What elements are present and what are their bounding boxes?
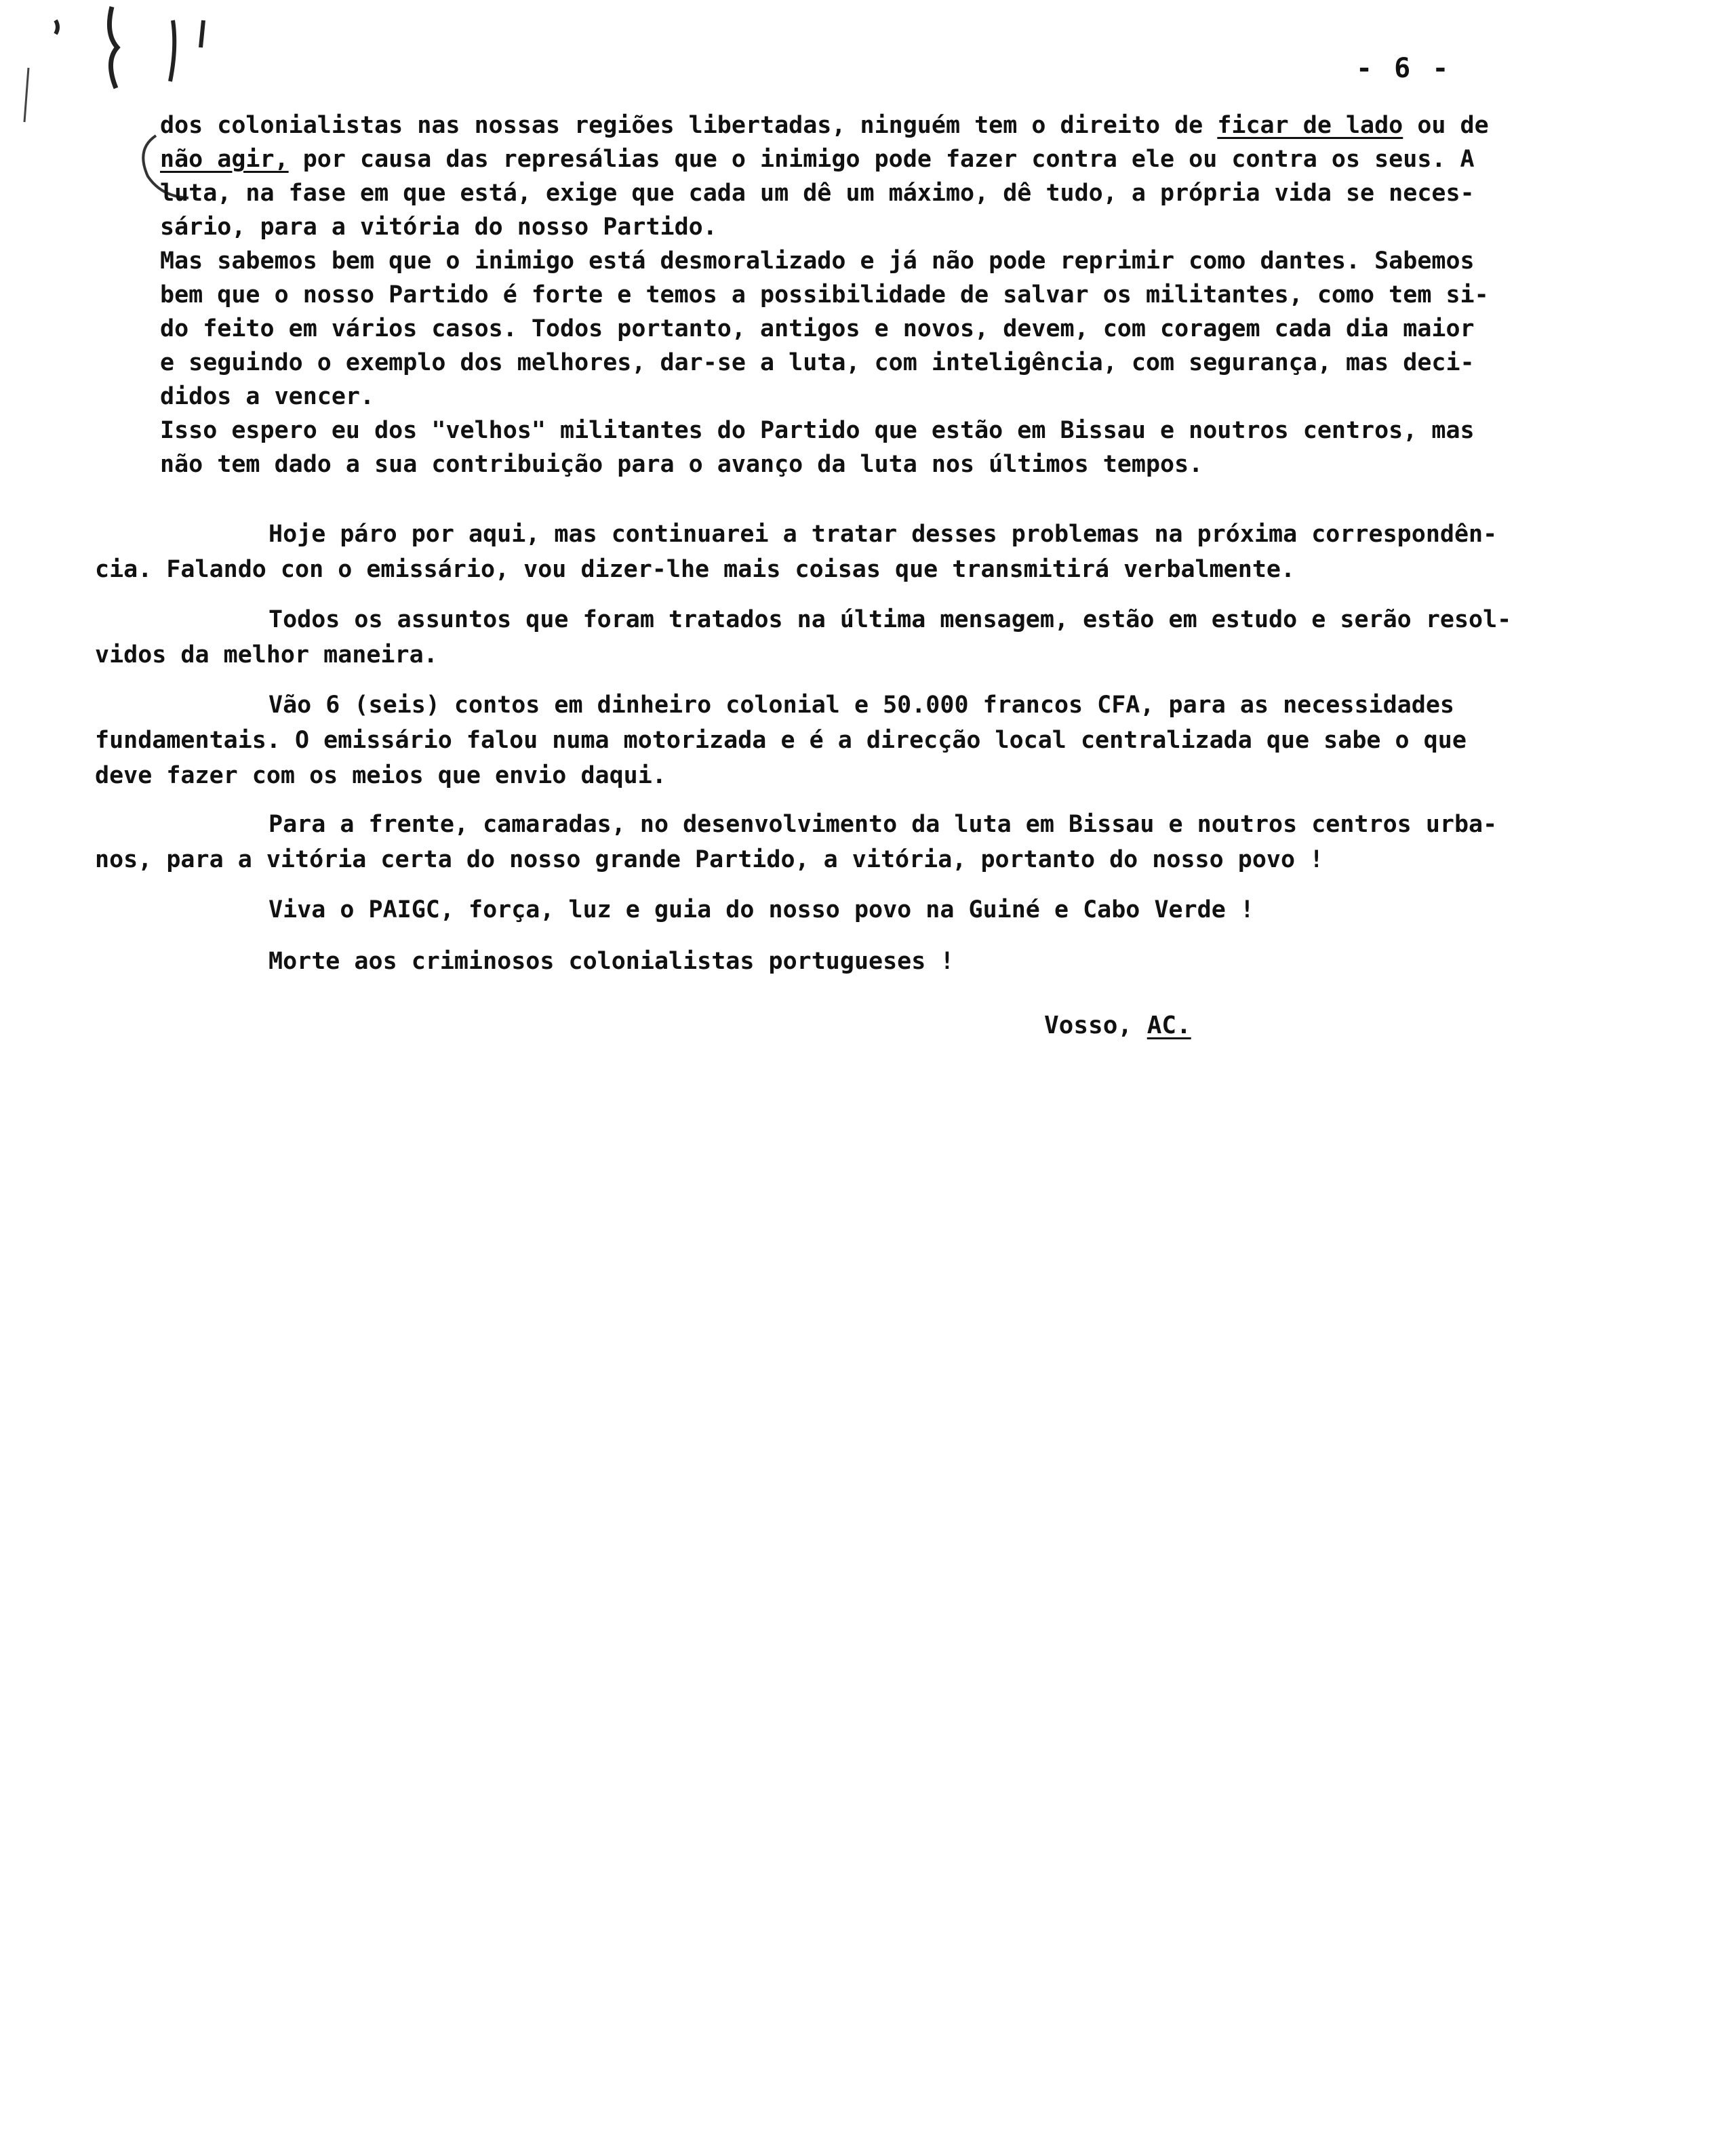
slogans <box>95 892 1675 979</box>
slogan-morte: Morte aos criminosos colonialistas portugueses ! <box>268 948 955 975</box>
text-line: Todos os assuntos que foram tratados na última mensagem, estão em estudo e serão resol- <box>268 606 1512 633</box>
paragraph-frente <box>95 807 1675 877</box>
paragraph-hoje <box>95 517 1675 587</box>
signature: Vosso, AC. <box>1044 1012 1191 1039</box>
text-line: didos a vencer. <box>160 383 375 410</box>
text-line: do feito em vários casos. Todos portanto, antigos e novos, devem, com coragem cada dia maior <box>160 315 1475 342</box>
text-line: Hoje páro por aqui, mas continuarei a tratar desses problemas na próxima correspondên- <box>268 521 1498 548</box>
text-line: Mas sabemos bem que o inimigo está desmoralizado e já não pode reprimir como dantes. Sabemos <box>160 247 1475 275</box>
text-line: luta, na fase em que está, exige que cada um dê um máximo, dê tudo, a própria vida se neces- <box>160 180 1475 207</box>
page-number: - 6 - <box>1356 53 1452 84</box>
text-line: sário, para a vitória do nosso Partido. <box>160 214 717 241</box>
text-line: deve fazer com os meios que envio daqui. <box>95 762 666 789</box>
text-line: não agir, por causa das represálias que o inimigo pode fazer contra ele ou contra os seus. A <box>160 146 1475 173</box>
text-line: Isso espero eu dos "velhos" militantes do Partido que estão em Bissau e noutros centros, mas <box>160 417 1475 444</box>
text-line: fundamentais. O emissário falou numa motorizada e é a direcção local centralizada que sabe o que <box>95 727 1467 754</box>
text-line: cia. Falando con o emissário, vou dizer-lhe mais coisas que transmitirá verbalmente. <box>95 556 1296 583</box>
underlined-phrase: ficar de lado <box>1217 112 1403 139</box>
paragraph-assuntos <box>95 602 1675 673</box>
text-line: bem que o nosso Partido é forte e temos a possibilidade de salvar os militantes, como tem si- <box>160 281 1489 308</box>
text-line: nos, para a vitória certa do nosso grande Partido, a vitória, portanto do nosso povo ! <box>95 846 1324 873</box>
text-line: Para a frente, camaradas, no desenvolvimento da luta em Bissau e noutros centros urba- <box>268 811 1498 838</box>
underlined-phrase: não agir, <box>160 146 289 173</box>
slogan-viva: Viva o PAIGC, força, luz e guia do nosso povo na Guiné e Cabo Verde ! <box>268 896 1254 923</box>
paragraph-dinheiro <box>95 687 1675 793</box>
text-line: não tem dado a sua contribuição para o avanço da luta nos últimos tempos. <box>160 451 1203 478</box>
continuation-paragraph <box>160 108 1672 481</box>
signature-initials: AC. <box>1147 1012 1191 1039</box>
text-line: e seguindo o exemplo dos melhores, dar-se a luta, com inteligência, com segurança, mas deci- <box>160 349 1475 376</box>
text-line: dos colonialistas nas nossas regiões libertadas, ninguém tem o direito de ficar de lado ou de <box>160 112 1489 139</box>
text-line: Vão 6 (seis) contos em dinheiro colonial e 50.000 francos CFA, para as necessidades <box>268 692 1454 719</box>
text-line: vidos da melhor maneira. <box>95 641 438 668</box>
